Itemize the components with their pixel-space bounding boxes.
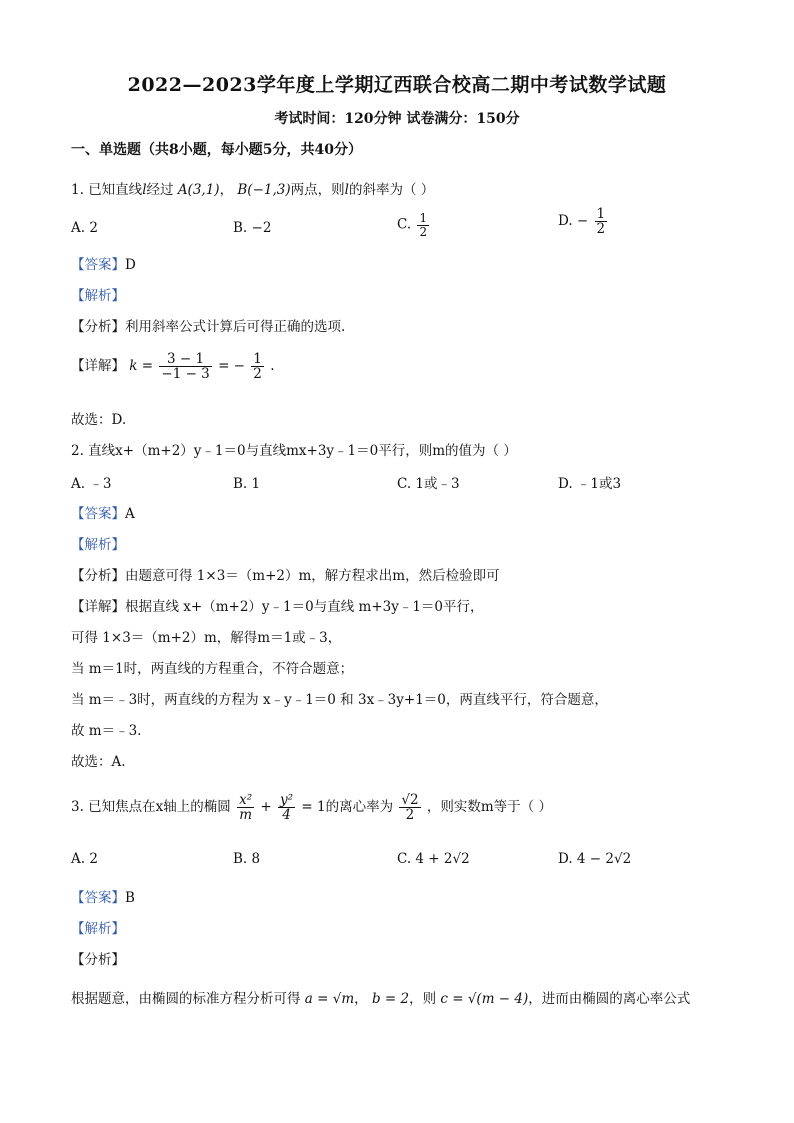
q1-option-b: B. −2 xyxy=(233,220,272,236)
q1-option-d: D. − $\frac{1}{2}$ xyxy=(558,206,606,238)
q3-option-a: A. 2 xyxy=(71,851,98,867)
section-heading: 一、单选题（共8小题，每小题5分，共40分） xyxy=(71,142,362,158)
q3-answer: 【答案】B xyxy=(71,890,135,906)
q1-answer: 【答案】D xyxy=(71,257,136,273)
q1-choose: 故选：D. xyxy=(71,412,127,428)
q2-detail-line-4: 故 m＝﹣3. xyxy=(71,723,142,739)
point-a: A(3,1) xyxy=(177,182,220,198)
q3-option-b: B. 8 xyxy=(233,851,261,867)
q3-option-d: D. 4 − 2√2 xyxy=(558,851,632,867)
q3-option-c: C. 4 + 2√2 xyxy=(397,851,470,867)
question-1-stem: 1. 已知直线l经过 A(3,1)， B(−1,3)两点，则l的斜率为（ ） xyxy=(71,182,435,198)
q1-fenxi: 【分析】利用斜率公式计算后可得正确的选项. xyxy=(71,319,346,335)
q2-choose: 故选：A. xyxy=(71,754,126,770)
q1-detail: 【详解】 k = $\frac{3 - 1}{-1 - 3}$ = − $\frac{1}{2}$ . xyxy=(71,351,275,383)
question-2-stem: 2. 直线x+（m+2）y﹣1＝0与直线mx+3y﹣1＝0平行，则m的值为（ ） xyxy=(71,443,517,459)
q2-detail-line-2: 当 m＝1时，两直线的方程重合，不符合题意； xyxy=(71,661,354,677)
q3-fenxi-text: 根据题意，由椭圆的标准方程分析可得 a = √m， b = 2，则 c = √(m − 4)，进而由椭圆的离心率公式 xyxy=(71,991,691,1007)
q2-detail: 【详解】根据直线 x+（m+2）y﹣1＝0与直线 m+3y﹣1＝0平行， xyxy=(71,599,484,615)
q2-fenxi: 【分析】由题意可得 1×3＝（m+2）m，解方程求出m，然后检验即可 xyxy=(71,568,500,584)
q3-analysis-label: 【解析】 xyxy=(71,921,125,937)
q2-option-d: D. ﹣1或3 xyxy=(558,476,622,492)
q2-option-c: C. 1或﹣3 xyxy=(397,476,460,492)
q1-option-a: A. 2 xyxy=(71,220,98,236)
q2-option-a: A. ﹣3 xyxy=(71,476,112,492)
q2-option-b: B. 1 xyxy=(233,476,261,492)
q2-detail-line-1: 可得 1×3＝（m+2）m，解得m＝1或﹣3， xyxy=(71,630,342,646)
q2-analysis-label: 【解析】 xyxy=(71,537,125,553)
q2-answer: 【答案】A xyxy=(71,506,135,522)
point-b: B(−1,3) xyxy=(237,182,291,198)
q1-analysis-label: 【解析】 xyxy=(71,288,125,304)
q3-fenxi: 【分析】 xyxy=(71,952,125,968)
page-title: 2022—2023学年度上学期辽西联合校高二期中考试数学试题 xyxy=(127,74,667,96)
q1-option-c: C. $\frac{1}{2}$ xyxy=(397,211,428,239)
exam-info: 考试时间：120分钟 试卷满分：150分 xyxy=(274,111,520,127)
q2-detail-line-3: 当 m＝﹣3时，两直线的方程为 x﹣y﹣1＝0 和 3x﹣3y+1＝0，两直线平行，符合题意， xyxy=(71,692,608,708)
question-3-stem: 3. 已知焦点在x轴上的椭圆 $\frac{\text{x²}}{m}$ + $\frac{\text{y²}}{4}$ = 1的离心率为 $\frac{√2}{2}$ ，则实数m等于（ ） xyxy=(71,792,552,824)
